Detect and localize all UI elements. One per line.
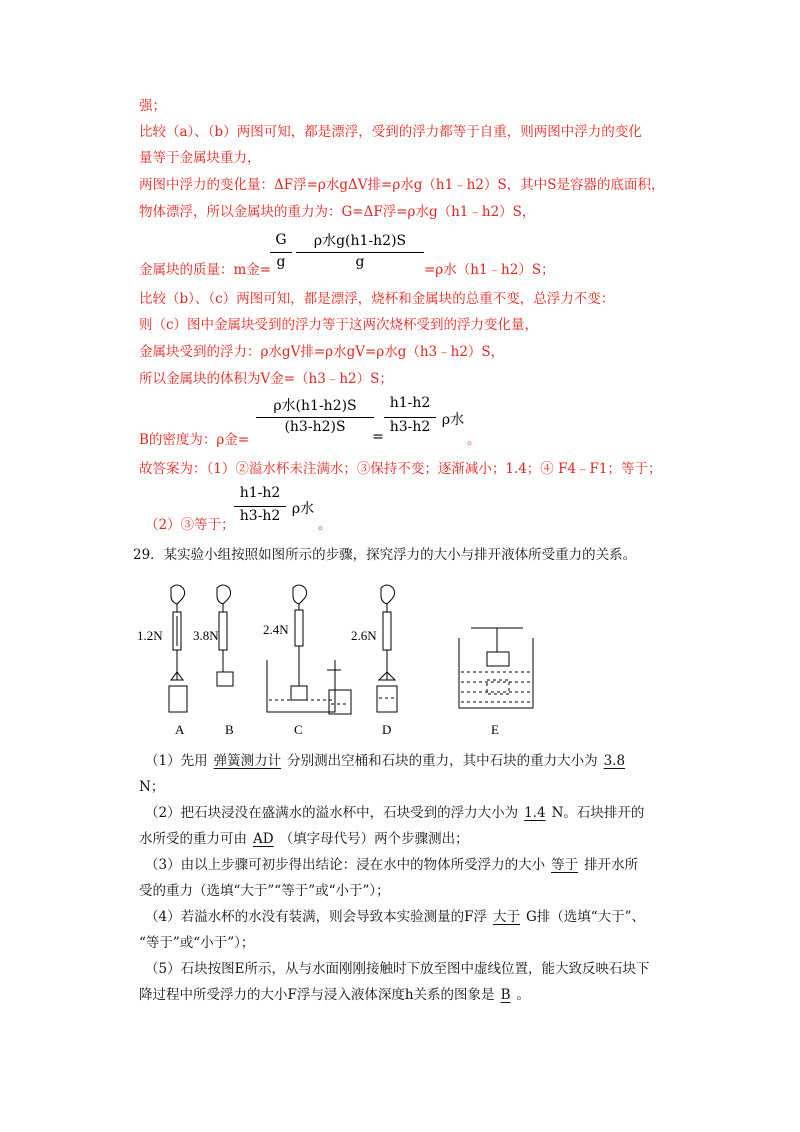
fraction-numerator: G bbox=[275, 232, 287, 248]
solution-line: B的密度为：ρ金= bbox=[139, 432, 250, 448]
sub-question-1 bbox=[145, 752, 631, 770]
solution-line: 强； bbox=[139, 98, 166, 114]
answer-blank: 1.4 bbox=[524, 805, 546, 821]
fraction-bar bbox=[256, 417, 374, 418]
fraction-denominator: h3-h2 bbox=[239, 508, 281, 524]
reading-a: 1.2N bbox=[137, 628, 163, 643]
text: （4）若溢水杯的水没有装满，则会导致本实验测量的F浮 bbox=[145, 909, 487, 925]
solution-line: 则（c）图中金属块受到的浮力等于这两次烧杯受到的浮力变化量， bbox=[139, 317, 539, 333]
solution-line: 比较（a）、（b）两图可知，都是漂浮，受到的浮力都等于自重，则两图中浮力的变化 bbox=[139, 124, 642, 140]
text: 降过程中所受浮力的大小F浮与浸入液体深度h关系的图象是 bbox=[139, 987, 495, 1003]
text: （2）把石块浸没在盛满水的溢水杯中，石块受到的浮力大小为 bbox=[145, 805, 519, 821]
sub-question-2-cont bbox=[139, 830, 469, 848]
equals-sign: = bbox=[372, 429, 384, 445]
fraction-denominator: g bbox=[276, 254, 286, 270]
fraction-numerator: ρ水(h1-h2)S bbox=[273, 398, 357, 414]
spring-scale-a bbox=[169, 585, 187, 712]
sub-question-1-cont: N； bbox=[139, 779, 165, 795]
text: 分别测出空桶和石块的重力，其中石块的重力大小为 bbox=[287, 753, 598, 769]
solution-line: 。 bbox=[467, 432, 481, 448]
figure-label-d: D bbox=[382, 722, 392, 737]
reading-d: 2.6N bbox=[351, 628, 377, 643]
spring-scale-c bbox=[267, 585, 351, 714]
fraction-numerator: h1-h2 bbox=[389, 395, 431, 411]
solution-line: 。 bbox=[318, 517, 332, 533]
question-title: 29．某实验小组按照如图所示的步骤，探究浮力的大小与排开液体所受重力的关系。 bbox=[133, 547, 637, 563]
text: （1）先用 bbox=[145, 753, 208, 769]
solution-line: 量等于金属块重力， bbox=[139, 150, 261, 166]
solution-line: （2）③等于； bbox=[145, 517, 235, 533]
sub-question-5-cont bbox=[139, 986, 530, 1004]
fraction-denominator: (h3-h2)S bbox=[284, 419, 346, 435]
reading-b: 3.8N bbox=[193, 628, 219, 643]
solution-line: 物体漂浮，所以金属块的重力为：G=ΔF浮=ρ水g（h1﹣h2）S， bbox=[139, 204, 536, 220]
text: （3）由以上步骤可初步得出结论：浸在水中的物体所受浮力的大小 bbox=[145, 857, 546, 873]
sub-question-4 bbox=[145, 908, 645, 926]
fraction-bar bbox=[384, 417, 436, 418]
text: G排（选填“大于”、 bbox=[525, 909, 646, 925]
answer-blank: AD bbox=[253, 831, 274, 847]
rho-water: ρ水 bbox=[291, 501, 315, 517]
answer-blank: 弹簧测力计 bbox=[213, 753, 282, 769]
rho-water: ρ水 bbox=[441, 412, 465, 428]
figure-label-c: C bbox=[294, 722, 303, 737]
text: N。石块排开的 bbox=[551, 805, 645, 821]
answer-blank: 3.8 bbox=[603, 753, 626, 769]
beaker-e bbox=[459, 628, 533, 708]
fraction-denominator: h3-h2 bbox=[389, 419, 431, 435]
fraction-bar bbox=[296, 252, 424, 253]
solution-line: 金属块受到的浮力：ρ水gV排=ρ水gV=ρ水g（h3﹣h2）S， bbox=[139, 344, 505, 360]
answer-blank: 大于 bbox=[492, 909, 520, 925]
text: 排开水所 bbox=[584, 857, 639, 873]
sub-question-2 bbox=[145, 804, 644, 822]
fraction-bar bbox=[270, 252, 292, 253]
solution-line: =ρ水（h1﹣h2）S； bbox=[424, 262, 555, 278]
sub-question-4-cont: “等于”或“小于”）； bbox=[139, 935, 255, 951]
sub-question-3 bbox=[145, 856, 638, 874]
reading-c: 2.4N bbox=[263, 622, 289, 637]
fraction-numerator: h1-h2 bbox=[239, 485, 281, 501]
answer-blank: B bbox=[500, 987, 511, 1003]
solution-line: 所以金属块的体积为V金=（h3﹣h2）S； bbox=[139, 371, 393, 387]
figure-label-e: E bbox=[491, 722, 499, 737]
sub-question-5: （5）石块按图E所示，从与水面刚刚接触时下放至图中虚线位置，能大致反映石块下 bbox=[145, 961, 650, 977]
sub-question-3-cont: 受的重力（选填“大于”“等于”或“小于”）； bbox=[139, 883, 390, 899]
solution-line: 金属块的质量：m金= bbox=[139, 262, 272, 278]
text: （填字母代号）两个步骤测出； bbox=[279, 831, 469, 847]
solution-line: 故答案为：（1）②溢水杯未注满水；③保持不变；逐渐减小；1.4；④ F4﹣F1；等于； bbox=[139, 461, 662, 477]
figure-label-a: A bbox=[175, 722, 185, 737]
fraction-bar bbox=[234, 506, 286, 507]
spring-scale-b bbox=[217, 585, 233, 686]
spring-scale-d bbox=[377, 585, 397, 712]
figure-label-b: B bbox=[225, 722, 234, 737]
text: 。 bbox=[516, 987, 530, 1003]
solution-line: 两图中浮力的变化量：ΔF浮=ρ水gΔV排=ρ水g（h1﹣h2）S，其中S是容器的底面积， bbox=[139, 177, 665, 193]
fraction-numerator: ρ水g(h1-h2)S bbox=[313, 233, 407, 249]
experiment-figure bbox=[133, 580, 553, 730]
solution-line: 比较（b）、（c）两图可知，都是漂浮，烧杯和金属块的总重不变，总浮力不变： bbox=[139, 291, 615, 307]
text: 水所受的重力可由 bbox=[139, 831, 247, 847]
fraction-denominator: g bbox=[355, 254, 365, 270]
answer-blank: 等于 bbox=[551, 857, 579, 873]
